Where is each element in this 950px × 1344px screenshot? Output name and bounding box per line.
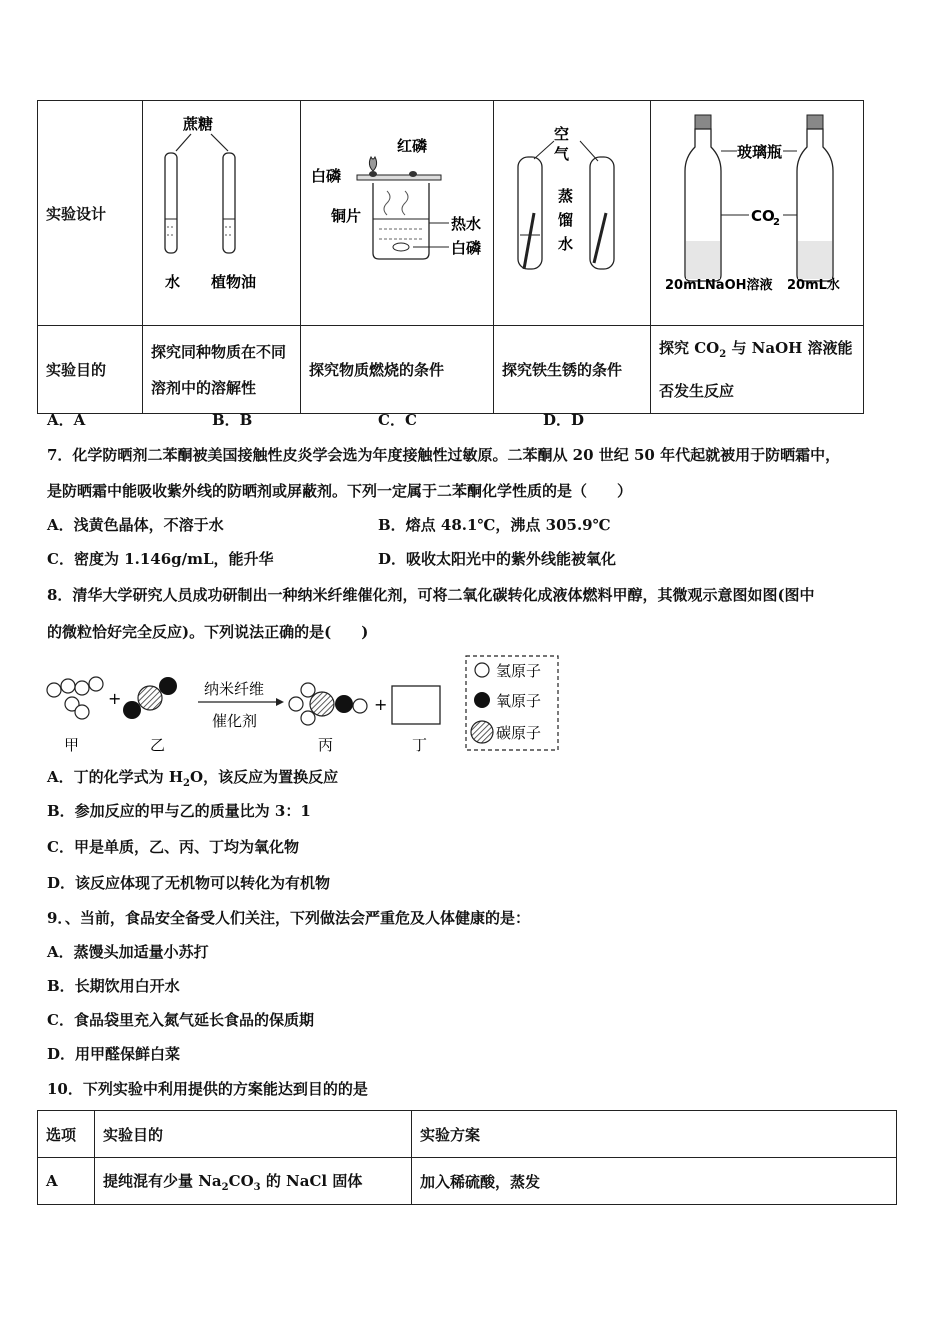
q10-row-a-purpose: 提纯混有少量 $Na_2CO_3$ 的 NaCl 固体 xyxy=(95,1158,412,1205)
co2-label: CO xyxy=(751,207,775,225)
reaction-micro-diagram xyxy=(40,652,570,758)
catalyst-label-2: 催化剂 xyxy=(212,712,258,730)
legend-hydrogen-label: 氢原子 xyxy=(496,662,542,680)
q8-stem-line2: 的微粒恰好完全反应)。下列说法正确的是( ) xyxy=(47,623,369,641)
q7-option-a[interactable]: A．浅黄色晶体，不溶于水 xyxy=(47,516,224,534)
yi-co2-molecule xyxy=(123,677,177,719)
ding-empty-box xyxy=(392,686,440,724)
legend-hydrogen-icon xyxy=(475,663,489,677)
q8-option-c[interactable]: C．甲是单质，乙、丙、丁均为氧化物 xyxy=(47,838,299,856)
hot-water-label: 热水 xyxy=(451,215,482,233)
purpose-d: 探究 $CO_2$ 与 NaOH 溶液能否发生反应 xyxy=(651,326,864,414)
solubility-apparatus xyxy=(143,101,300,321)
plus-sign-1: + xyxy=(108,689,122,708)
co2-bottles xyxy=(651,101,863,321)
tube-water xyxy=(590,157,614,269)
q9-option-a[interactable]: A．蒸馒头加适量小苏打 xyxy=(47,943,209,961)
air-label-1: 空 xyxy=(554,125,570,143)
q9-option-d[interactable]: D．用甲醛保鲜白菜 xyxy=(47,1045,181,1063)
design-cell-a xyxy=(143,101,301,326)
q6-option-c[interactable]: C．C xyxy=(378,411,417,429)
test-tube-water xyxy=(165,153,177,253)
distilled-label-3: 水 xyxy=(558,235,574,253)
purpose-a: 探究同种物质在不同溶剂中的溶解性 xyxy=(143,326,301,414)
q7-stem-line2: 是防晒霜中能吸收紫外线的防晒剂或屏蔽剂。下列一定属于二苯酮化学性质的是（ ） xyxy=(47,482,633,500)
q6-option-b[interactable]: B．B xyxy=(212,411,253,429)
legend-oxygen-icon xyxy=(474,692,490,708)
q6-option-a[interactable]: A．A xyxy=(47,411,86,429)
water-label: 水 xyxy=(165,273,181,291)
sucrose-label: 蔗糖 xyxy=(183,115,214,133)
bing-methanol-molecule xyxy=(289,683,367,725)
q10-header-purpose: 实验目的 xyxy=(95,1111,412,1158)
q6-option-d[interactable]: D．D xyxy=(543,411,585,429)
reaction-arrow-head xyxy=(276,698,284,706)
q8-option-a[interactable]: A．丁的化学式为 $H_2O$，该反应为置换反应 xyxy=(47,768,339,789)
q8-option-d[interactable]: D．该反应体现了无机物可以转化为有机物 xyxy=(47,874,331,892)
white-phosphorus-top-label: 白磷 xyxy=(311,167,342,185)
water-volume-label: 20mL水 xyxy=(787,278,840,293)
ding-label: 丁 xyxy=(412,736,428,754)
legend-carbon-icon xyxy=(471,721,493,743)
q7-stem-line1: 7．化学防晒剂二苯酮被美国接触性皮炎学会选为年度接触性过敏原。二苯酮从 20 世纪 50 年代起就被用于防晒霜中， xyxy=(47,446,841,464)
copper-label: 铜片 xyxy=(331,207,362,225)
q6-experiment-table xyxy=(37,100,864,414)
jia-label: 甲 xyxy=(64,736,80,754)
q10-header-plan: 实验方案 xyxy=(412,1111,897,1158)
q9-stem: 9．、当前，食品安全备受人们关注，下列做法会严重危及人体健康的是： xyxy=(47,909,530,927)
q10-row-a-plan: 加入稀硫酸，蒸发 xyxy=(412,1158,897,1205)
distilled-label-1: 蒸 xyxy=(558,187,574,205)
design-cell-c xyxy=(494,101,651,326)
design-row-label: 实验设计 xyxy=(38,101,143,326)
test-tube-oil xyxy=(223,153,235,253)
purpose-b: 探究物质燃烧的条件 xyxy=(301,326,494,414)
design-cell-b xyxy=(301,101,494,326)
q9-option-b[interactable]: B．长期饮用白开水 xyxy=(47,977,180,995)
q7-option-d[interactable]: D．吸收太阳光中的紫外线能被氧化 xyxy=(378,550,617,568)
q10-header-option: 选项 xyxy=(38,1111,95,1158)
q10-stem: 10．下列实验中利用提供的方案能达到目的的是 xyxy=(47,1080,368,1098)
distilled-label-2: 馏 xyxy=(558,211,574,229)
legend-oxygen-label: 氧原子 xyxy=(496,692,542,710)
catalyst-label-1: 纳米纤维 xyxy=(204,680,265,698)
yi-label: 乙 xyxy=(150,736,166,754)
q10-row-a-option: A xyxy=(38,1158,95,1205)
q10-table xyxy=(37,1110,897,1205)
co2-subscript: 2 xyxy=(773,217,780,228)
plus-sign-2: + xyxy=(374,695,388,714)
glass-bottle-label: 玻璃瓶 xyxy=(737,143,783,161)
design-cell-d xyxy=(651,101,864,326)
purpose-row-label: 实验目的 xyxy=(38,326,143,414)
rusting-apparatus xyxy=(494,101,650,321)
air-label-2: 气 xyxy=(554,145,570,163)
tube-air xyxy=(518,157,542,269)
red-phosphorus-label: 红磷 xyxy=(397,137,428,155)
jia-hydrogen-molecules xyxy=(47,677,103,719)
combustion-apparatus xyxy=(301,101,493,321)
q7-option-b[interactable]: B．熔点 48.1℃，沸点 305.9℃ xyxy=(378,516,611,534)
purpose-c: 探究铁生锈的条件 xyxy=(494,326,651,414)
q8-stem-line1: 8．清华大学研究人员成功研制出一种纳米纤维催化剂，可将二氧化碳转化成液体燃料甲醇，其微观示意图如图(图中 xyxy=(47,586,815,604)
white-phosphorus-bottom-label: 白磷 xyxy=(451,239,482,257)
q9-option-c[interactable]: C．食品袋里充入氮气延长食品的保质期 xyxy=(47,1011,314,1029)
q8-option-b[interactable]: B．参加反应的甲与乙的质量比为 3：1 xyxy=(47,802,311,820)
legend-carbon-label: 碳原子 xyxy=(496,724,542,742)
naoh-volume-label: 20mLNaOH溶液 xyxy=(665,278,773,293)
oil-label: 植物油 xyxy=(211,273,257,291)
q7-option-c[interactable]: C．密度为 1.146g/mL，能升华 xyxy=(47,550,274,568)
bing-label: 丙 xyxy=(318,736,334,754)
